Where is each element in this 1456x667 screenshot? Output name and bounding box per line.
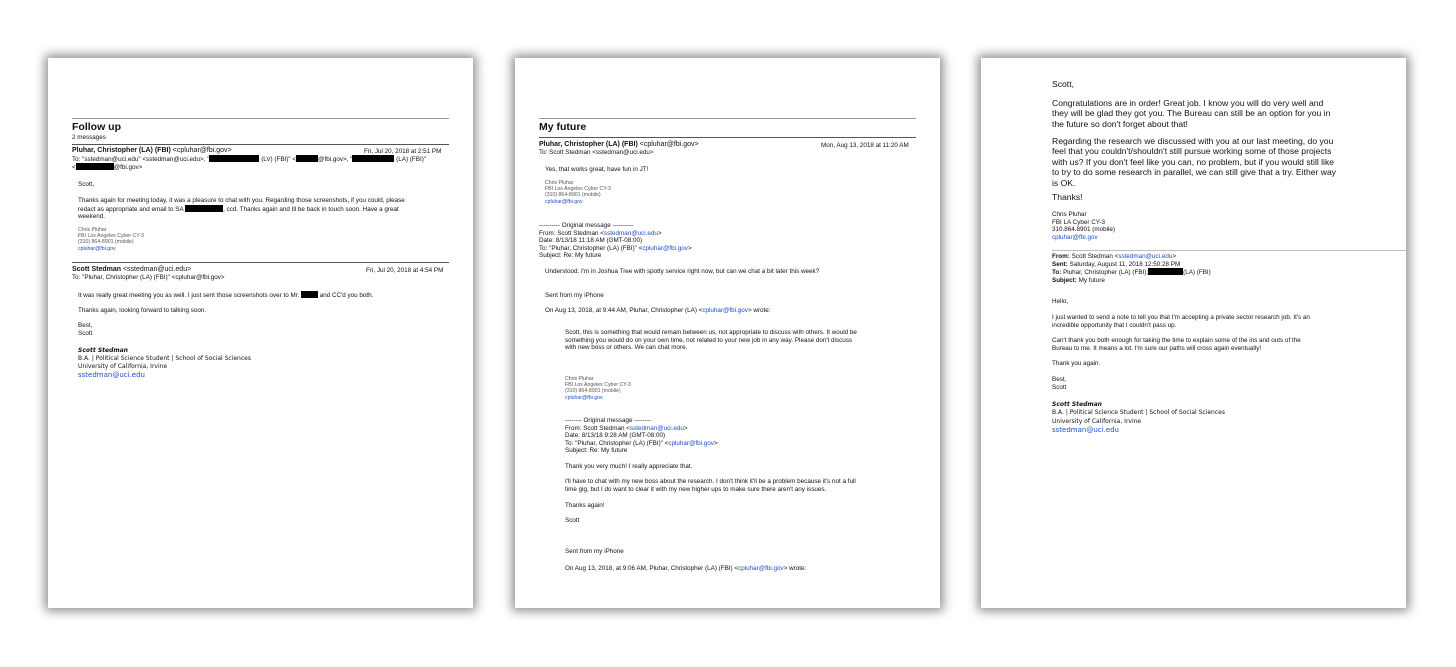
message-recipients: To: "Pluhar, Christopher (LA) (FBI)" <cpluhar@fbi.gov> (72, 274, 225, 281)
paragraph: Regarding the research we discussed with you at our last meeting, do you feel that you couldn't/shouldn't still pursue working some of those projects with us? If you don't feel like you can, no problem, but if you would still like to try to do some research in parallel, we can still give that a try. Either way is OK. (1052, 136, 1337, 188)
redaction-bar (352, 155, 394, 162)
paragraph: I just wanted to send a note to tell you that I'm accepting a private sector research job. It's an incredible opportunity that I couldn't pass up. (1052, 314, 1310, 329)
email-link[interactable]: sstedman@uci.edu (78, 371, 145, 379)
redaction-bar (185, 205, 223, 212)
message-recipients-cont: < @fbi.gov> (72, 164, 143, 171)
sender-name: Scott (1052, 384, 1067, 391)
sent-from: Sent from my iPhone (565, 548, 624, 555)
sent-from: Sent from my iPhone (545, 292, 604, 299)
signature-block: Chris Pluhar FBI Los Angeles Cyber CY-3 (310) 864-8901 (mobile) cpluhar@fbi.gov (78, 227, 144, 252)
closing: Thanks again! (565, 502, 605, 509)
greeting: Scott, (1052, 79, 1074, 89)
redaction-bar (1148, 268, 1183, 275)
message-date: Fri, Jul 20, 2018 at 4:54 PM (366, 267, 444, 274)
message-recipients: To: Scott Stedman <sstedman@uci.edu> (539, 149, 654, 156)
quoted-body: Scott, this is something that would remain between us, not appropriate to discuss with others. It would be something you would do on your own time, not related to your new job in any way. Please don't discuss with new boss or others. We can chat more. (565, 329, 857, 352)
email-link[interactable]: sstedman@uci.edu (629, 424, 684, 432)
original-message-header: ---------- Original message ---------- From: Scott Stedman <sstedman@uci.edu> Date: 8/13/18 11:18 AM (GMT-08:00) To: "Pluhar, Christopher (LA) (FBI)" <cpluhar@fbi.gov> Subject: Re: My future (539, 222, 692, 260)
signature-block: Chris Pluhar FBI Los Angeles Cyber CY-3 (310) 864-8901 (mobile) cpluhar@fbi.gov (565, 376, 631, 401)
signature-block: Chris Pluhar FBI Los Angeles Cyber CY-3 (310) 864-8901 (mobile) cpluhar@fbi.gov (545, 180, 611, 205)
forward-header: From: Scott Stedman <sstedman@uci.edu> Sent: Saturday, August 11, 2018 12:50:28 PM To: Pluhar, Christopher (LA) (FBI); (LA) (FBI) Subject: My future (1052, 253, 1211, 284)
paragraph: Can't thank you both enough for taking the time to explain some of the ins and outs of the Bureau to me. It means a lot. I'm sure our paths will cross again eventually! (1052, 337, 1301, 352)
reply-body: Yes, that works great, have fun in JT! (545, 166, 649, 173)
body-line: Thanks again for meeting today, it was a pleasure to chat with you. Regarding those screenshots, if you could, please (78, 197, 405, 204)
body-line: It was really great meeting you as well. I just sent those screenshots over to Mr. and CC'd you both. (78, 292, 374, 299)
document-page-reply (981, 58, 1406, 608)
message-date: Fri, Jul 20, 2018 at 2:51 PM (364, 148, 442, 155)
closing: Best, (78, 322, 93, 329)
greeting: Hello, (1052, 298, 1069, 305)
paragraph: Thank you again. (1052, 360, 1101, 367)
redaction-bar (76, 163, 114, 170)
wrote-line: On Aug 13, 2018, at 9:44 AM, Pluhar, Christopher (LA) <cpluhar@fbi.gov> wrote: (545, 307, 771, 314)
body-line: Thanks again, looking forward to talking soon. (78, 307, 207, 314)
message-sender: Scott Stedman <sstedman@uci.edu> (72, 266, 192, 273)
email-link[interactable]: cpluhar@fbi.gov (78, 245, 116, 252)
message-recipients: To: "sstedman@uci.edu" <sstedman@uci.edu>, " (LV) (FBI)" < @fbi.gov>, " (LA) (FBI)" (72, 156, 427, 163)
redaction-bar (301, 291, 318, 298)
divider (72, 144, 449, 145)
divider (72, 118, 449, 119)
message-sender: Pluhar, Christopher (LA) (FBI) <cpluhar@fbi.gov> (539, 141, 699, 148)
closing: Thanks! (1052, 192, 1083, 202)
body-line: redact as appropriate and email to SA , ccd. Thanks again and Ill be back in touch soon. Have a great (78, 206, 399, 213)
signature-block: Scott Stedman B.A. | Political Science Student | School of Social Sciences University of California, Irvine sstedman@uci.edu (1052, 401, 1225, 435)
divider (539, 118, 916, 119)
email-link[interactable]: sstedman@uci.edu (1052, 426, 1119, 435)
redaction-bar (296, 155, 318, 162)
document-page-my-future (515, 58, 940, 608)
paragraph: Congratulations are in order! Great job. I know you will do very well and they will be glad they got you. The Bureau can still be an option for you in the future so don't forget about that! (1052, 98, 1331, 129)
email-link[interactable]: sstedman@uci.edu (603, 229, 658, 237)
signature-block: Scott Stedman B.A. | Political Science Student | School of Social Sciences University of California, Irvine sstedman@uci.edu (78, 347, 251, 379)
message-date: Mon, Aug 13, 2018 at 11:20 AM (821, 142, 909, 149)
original-message-header: -------- Original message -------- From: Scott Stedman <sstedman@uci.edu> Date: 8/13/18 9:28 AM (GMT-08:00) To: "Pluhar, Christopher (LA) (FBI)" <cpluhar@fbi.gov> Subject: Re: My future (565, 417, 718, 455)
sender-name: Scott (78, 330, 93, 337)
message-body: Understood. I'm in Joshua Tree with spotty service right now, but can we chat a bit later this week? (545, 268, 820, 275)
divider (72, 262, 449, 263)
email-link[interactable]: sstedman@uci.edu (1118, 253, 1173, 260)
email-link[interactable]: cpluhar@fbi.gov (1052, 233, 1098, 241)
closing: Best, (1052, 376, 1067, 383)
email-link[interactable]: cpluhar@fbi.gov (642, 244, 688, 252)
email-thread-title: My future (539, 121, 587, 133)
message-count: 2 messages (72, 134, 106, 141)
document-page-follow-up (48, 58, 473, 608)
greeting: Scott, (78, 181, 95, 188)
divider (1052, 250, 1406, 251)
signature-block: Chris Pluhar FBI LA Cyber CY-3 310.864.8901 (mobile) cpluhar@fbi.gov (1052, 211, 1116, 241)
message-body: Thank you very much! I really appreciate that. (565, 463, 693, 470)
email-link[interactable]: cpluhar@fbi.gov (565, 394, 603, 401)
redaction-bar (209, 155, 259, 162)
wrote-line: On Aug 13, 2018, at 9:06 AM, Pluhar, Christopher (LA) (FBI) <cpluhar@fbi.gov> wrote: (565, 565, 807, 572)
sender-name: Scott (565, 517, 580, 524)
email-link[interactable]: cpluhar@fbi.gov (668, 439, 714, 447)
email-thread-title: Follow up (72, 121, 121, 133)
body-line: weekend. (78, 213, 105, 220)
message-body: I'll have to chat with my new boss about the research. I don't think it'll be a problem because it's not a full time gig, but I do want to clear it with my new higher ups to make sure there aren't any issues. (565, 478, 856, 493)
email-link[interactable]: cpluhar@fbi.gov (738, 565, 784, 572)
email-link[interactable]: cpluhar@fbi.gov (702, 307, 748, 314)
email-link[interactable]: cpluhar@fbi.gov (545, 198, 583, 205)
divider (539, 137, 916, 138)
message-sender: Pluhar, Christopher (LA) (FBI) <cpluhar@fbi.gov> (72, 147, 232, 154)
